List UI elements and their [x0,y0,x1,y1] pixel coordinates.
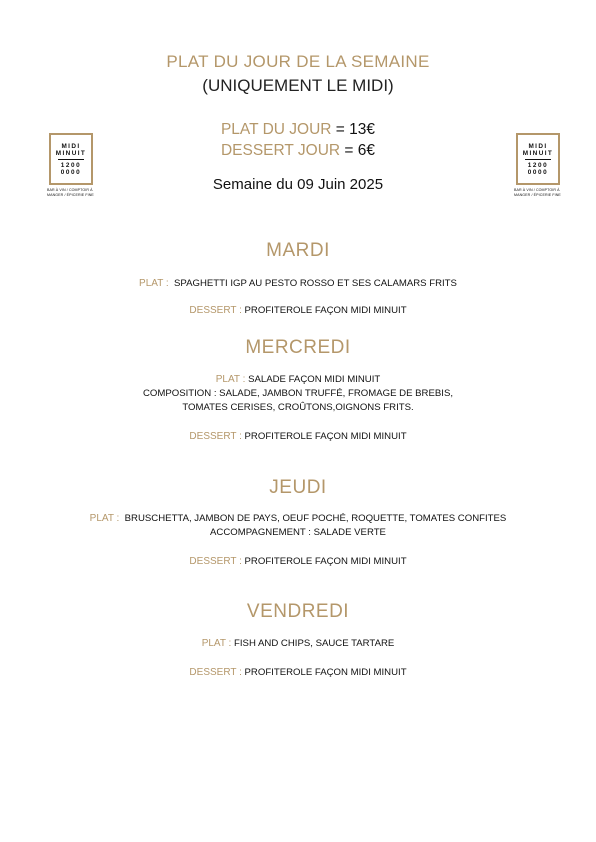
plat-label: PLAT : [89,513,120,524]
logo-num-0000: 0000 [527,168,549,176]
logo-word-midi: MIDI [528,142,548,150]
dessert-label: DESSERT : [189,305,242,316]
plat-label: PLAT : [215,374,246,385]
logo-tagline-2: MANGER / ÉPICERIE FINE [47,192,94,197]
day-heading-jeudi: JEUDI [269,477,327,498]
midi-minuit-logo-right [514,133,566,197]
logo-tagline-1: BAR À VIN / COMPTOIR À [514,188,560,192]
plat-du-jour-label: PLAT DU JOUR [220,121,332,138]
plat-text: FISH AND CHIPS, SAUCE TARTARE [234,638,395,649]
day-heading-mercredi: MERCREDI [245,337,351,358]
mercredi-composition-2: TOMATES CERISES, CROÛTONS,OIGNONS FRITS. [182,402,414,413]
mardi-plat [0,277,596,291]
week-date: Semaine du 09 Juin 2025 [212,176,384,193]
dessert-jour-label: DESSERT JOUR [220,142,341,159]
page-title: PLAT DU JOUR DE LA SEMAINE [166,52,430,71]
mardi-dessert [0,304,596,318]
plat-text: SPAGHETTI IGP AU PESTO ROSSO ET SES CALAMARS FRITS [174,278,457,289]
dessert-label: DESSERT : [189,431,242,442]
jeudi-accompagnement: ACCOMPAGNEMENT : SALADE VERTE [210,527,386,538]
logo-word-minuit: MINUIT [55,149,87,157]
dessert-text: PROFITEROLE FAÇON MIDI MINUIT [244,667,407,678]
midi-minuit-logo-left [47,133,99,197]
plat-label: PLAT : [139,278,169,289]
logo-frame [516,133,560,185]
dessert-label: DESSERT : [189,667,242,678]
logo-tagline-2: MANGER / ÉPICERIE FINE [514,192,561,197]
logo-num-1200: 1200 [527,161,549,169]
dessert-text: PROFITEROLE FAÇON MIDI MINUIT [244,305,407,316]
mercredi-dessert [0,430,596,444]
vendredi-plat [0,637,596,651]
logo-rule [525,159,551,160]
dessert-text: PROFITEROLE FAÇON MIDI MINUIT [244,556,407,567]
plat-text: SALADE FAÇON MIDI MINUIT [248,374,381,385]
logo-word-minuit: MINUIT [522,149,554,157]
plat-text: BRUSCHETTA, JAMBON DE PAYS, OEUF POCHÉ, ROQUETTE, TOMATES CONFITES [124,513,507,524]
page-subtitle: (UNIQUEMENT LE MIDI) [202,76,394,95]
logo-rule [58,159,84,160]
jeudi-dessert [0,555,596,569]
logo-num-1200: 1200 [60,161,82,169]
plat-du-jour-price: = 13€ [331,121,376,138]
vendredi-dessert [0,666,596,680]
jeudi-plat [0,512,596,526]
dessert-text: PROFITEROLE FAÇON MIDI MINUIT [244,431,407,442]
dessert-jour-price: = 6€ [340,142,376,159]
mercredi-composition-1: COMPOSITION : SALADE, JAMBON TRUFFÉ, FROMAGE DE BREBIS, [142,388,454,399]
day-heading-mardi: MARDI [266,240,330,261]
dessert-label: DESSERT : [189,556,242,567]
logo-num-0000: 0000 [60,168,82,176]
day-heading-vendredi: VENDREDI [246,601,350,622]
mercredi-plat [0,373,596,387]
plat-label: PLAT : [201,638,232,649]
logo-tagline-1: BAR À VIN / COMPTOIR À [47,188,93,192]
logo-frame [49,133,93,185]
logo-word-midi: MIDI [61,142,81,150]
